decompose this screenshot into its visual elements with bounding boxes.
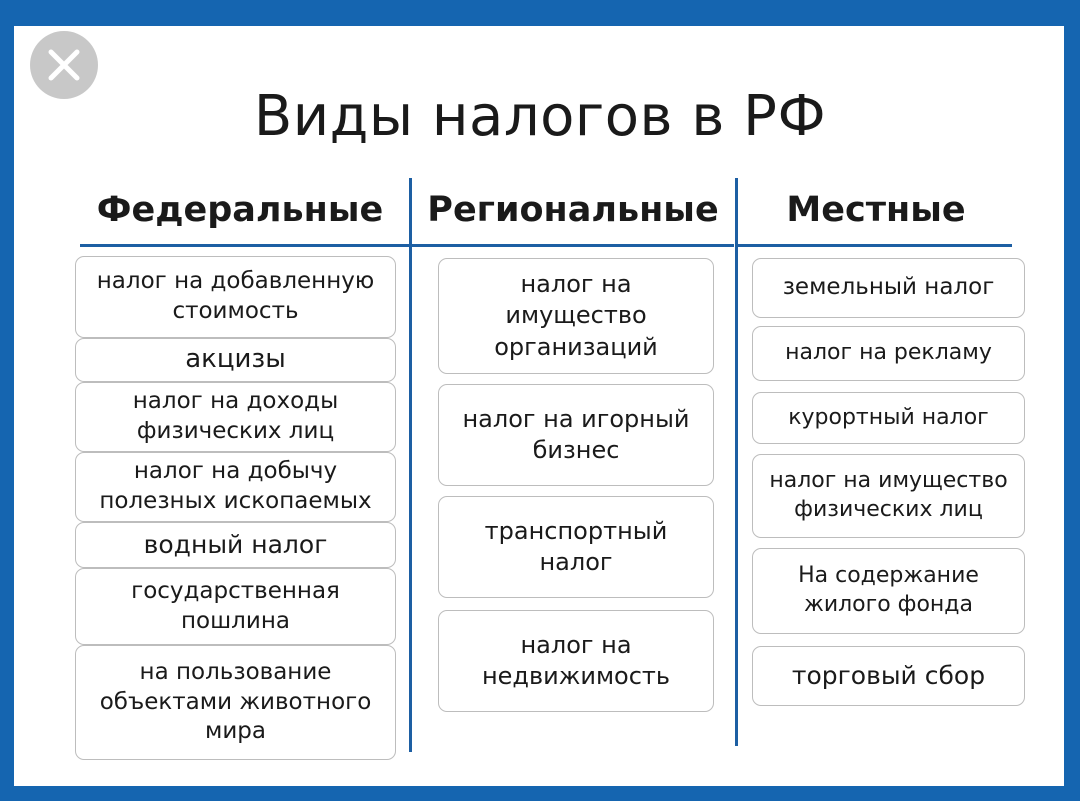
header-local: Местные <box>786 190 966 230</box>
local-item-housing-fund: На содержание жилого фонда <box>752 548 1025 634</box>
local-item-trade-fee: торговый сбор <box>752 646 1025 706</box>
federal-item-wildlife-fee: на пользование объектами животного мира <box>75 645 396 760</box>
federal-item-water-tax: водный налог <box>75 522 396 568</box>
regional-item-gambling: налог на игорный бизнес <box>438 384 714 486</box>
federal-item-vat: налог на добавленную стоимость <box>75 256 396 338</box>
federal-item-income-tax: налог на доходы физических лиц <box>75 382 396 452</box>
header-underline-regional <box>412 244 734 247</box>
federal-item-mining-tax: налог на добычу полезных ископаемых <box>75 452 396 522</box>
column-divider-2 <box>735 178 738 746</box>
federal-item-excise: акцизы <box>75 338 396 382</box>
header-underline-federal <box>80 244 410 247</box>
header-underline-local <box>736 244 1012 247</box>
local-item-advertising-tax: налог на рекламу <box>752 326 1025 381</box>
page-title: Виды налогов в РФ <box>253 84 827 149</box>
federal-item-state-duty: государственная пошлина <box>75 568 396 645</box>
column-divider-1 <box>409 178 412 752</box>
local-item-personal-property: налог на имущество физических лиц <box>752 454 1025 538</box>
local-item-land-tax: земельный налог <box>752 258 1025 318</box>
regional-item-real-estate: налог на недвижимость <box>438 610 714 712</box>
regional-item-transport: транспортный налог <box>438 496 714 598</box>
header-federal: Федеральные <box>96 190 384 230</box>
regional-item-corporate-property: налог на имущество организаций <box>438 258 714 374</box>
header-regional: Региональные <box>427 190 719 230</box>
local-item-resort-tax: курортный налог <box>752 392 1025 444</box>
